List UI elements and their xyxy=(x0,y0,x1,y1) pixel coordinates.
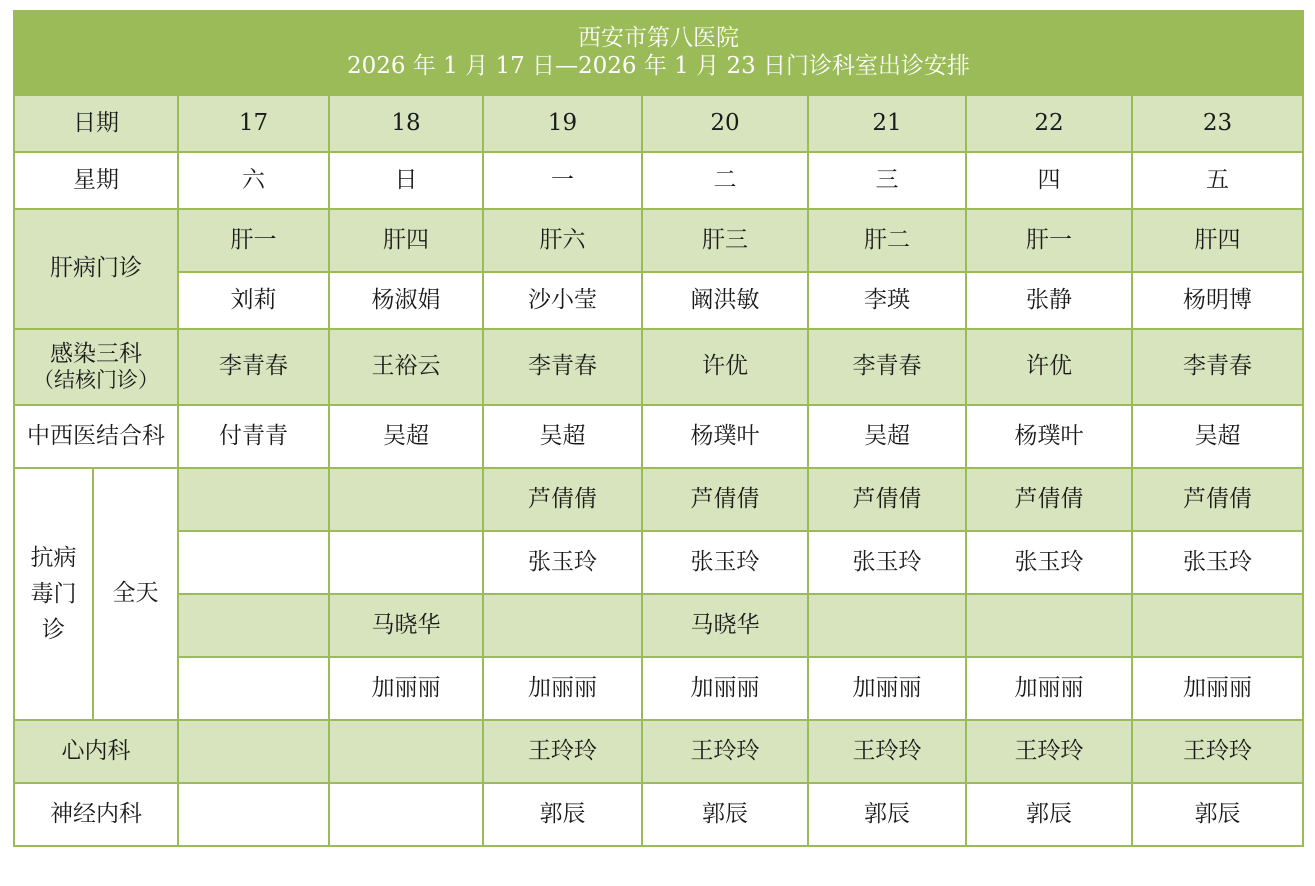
liver-clinic-cell: 肝六 xyxy=(483,209,642,272)
antiviral-cell: 芦倩倩 xyxy=(966,468,1132,531)
antiviral-cell xyxy=(966,594,1132,657)
neurology-doctor-cell: 郭辰 xyxy=(483,783,642,846)
date-cell: 18 xyxy=(329,95,483,152)
infection-label-main: 感染三科 xyxy=(50,340,142,367)
antiviral-cell xyxy=(808,594,966,657)
antiviral-cell xyxy=(178,531,329,594)
date-cell: 22 xyxy=(966,95,1132,152)
infection-row xyxy=(14,329,1303,405)
cardiology-doctor-cell xyxy=(329,720,483,783)
weekday-cell: 日 xyxy=(329,152,483,209)
cardiology-doctor-cell: 王玲玲 xyxy=(642,720,808,783)
antiviral-cell: 张玉玲 xyxy=(483,531,642,594)
antiviral-row xyxy=(14,531,1303,594)
cardiology-doctor-cell: 王玲玲 xyxy=(483,720,642,783)
antiviral-dept-label xyxy=(14,468,93,720)
neurology-doctor-cell xyxy=(178,783,329,846)
antiviral-cell xyxy=(178,468,329,531)
antiviral-cell: 张玉玲 xyxy=(808,531,966,594)
antiviral-cell: 芦倩倩 xyxy=(1132,468,1303,531)
liver-clinic-cell: 肝一 xyxy=(178,209,329,272)
infection-doctor-cell: 李青春 xyxy=(178,329,329,405)
neurology-doctor-cell: 郭辰 xyxy=(1132,783,1303,846)
antiviral-cell: 加丽丽 xyxy=(966,657,1132,720)
antiviral-cell: 芦倩倩 xyxy=(483,468,642,531)
infection-label-sub: （结核门诊） xyxy=(33,368,159,393)
antiviral-row xyxy=(14,468,1303,531)
liver-clinic-cell: 肝四 xyxy=(1132,209,1303,272)
antiviral-cell: 芦倩倩 xyxy=(642,468,808,531)
neurology-dept-label: 神经内科 xyxy=(14,783,178,846)
liver-doctor-cell: 杨淑娟 xyxy=(329,272,483,329)
schedule-table xyxy=(13,10,1304,847)
date-cell: 21 xyxy=(808,95,966,152)
schedule-title xyxy=(14,11,1303,95)
neurology-doctor-cell: 郭辰 xyxy=(808,783,966,846)
tcm-doctor-cell: 杨璞叶 xyxy=(642,405,808,468)
infection-doctor-cell: 许优 xyxy=(642,329,808,405)
tcm-doctor-cell: 吴超 xyxy=(1132,405,1303,468)
date-cell: 19 xyxy=(483,95,642,152)
antiviral-cell: 加丽丽 xyxy=(1132,657,1303,720)
infection-dept-label xyxy=(14,329,178,405)
antiviral-cell xyxy=(329,468,483,531)
cardiology-doctor-cell: 王玲玲 xyxy=(808,720,966,783)
date-cell: 17 xyxy=(178,95,329,152)
infection-doctor-cell: 李青春 xyxy=(808,329,966,405)
antiviral-cell xyxy=(329,531,483,594)
tcm-doctor-cell: 付青青 xyxy=(178,405,329,468)
liver-doctor-cell: 李瑛 xyxy=(808,272,966,329)
weekday-row xyxy=(14,152,1303,209)
liver-doctor-cell: 张静 xyxy=(966,272,1132,329)
tcm-doctor-cell: 杨璞叶 xyxy=(966,405,1132,468)
antiviral-cell: 张玉玲 xyxy=(1132,531,1303,594)
neurology-doctor-cell xyxy=(329,783,483,846)
antiviral-label-line: 诊 xyxy=(42,617,65,643)
liver-clinic-row xyxy=(14,209,1303,272)
weekday-label: 星期 xyxy=(14,152,178,209)
schedule-period: 2026 年 1 月 17 日—2026 年 1 月 23 日门诊科室出诊安排 xyxy=(347,53,971,79)
antiviral-period-label: 全天 xyxy=(93,468,178,720)
hospital-name: 西安市第八医院 xyxy=(578,25,740,52)
neurology-doctor-cell: 郭辰 xyxy=(966,783,1132,846)
weekday-cell: 三 xyxy=(808,152,966,209)
antiviral-cell: 马晓华 xyxy=(642,594,808,657)
date-row xyxy=(14,95,1303,152)
liver-clinic-cell: 肝三 xyxy=(642,209,808,272)
cardiology-row xyxy=(14,720,1303,783)
antiviral-cell: 芦倩倩 xyxy=(808,468,966,531)
cardiology-doctor-cell: 王玲玲 xyxy=(966,720,1132,783)
liver-clinic-cell: 肝四 xyxy=(329,209,483,272)
antiviral-cell xyxy=(1132,594,1303,657)
tcm-row xyxy=(14,405,1303,468)
neurology-row xyxy=(14,783,1303,846)
neurology-doctor-cell: 郭辰 xyxy=(642,783,808,846)
date-cell: 20 xyxy=(642,95,808,152)
antiviral-cell xyxy=(178,594,329,657)
liver-doctor-row xyxy=(14,272,1303,329)
date-cell: 23 xyxy=(1132,95,1303,152)
liver-clinic-cell: 肝一 xyxy=(966,209,1132,272)
antiviral-label-line: 抗病 xyxy=(30,545,77,571)
antiviral-row xyxy=(14,657,1303,720)
tcm-doctor-cell: 吴超 xyxy=(483,405,642,468)
antiviral-row xyxy=(14,594,1303,657)
weekday-cell: 四 xyxy=(966,152,1132,209)
liver-doctor-cell: 阚洪敏 xyxy=(642,272,808,329)
antiviral-cell: 加丽丽 xyxy=(808,657,966,720)
antiviral-cell: 张玉玲 xyxy=(642,531,808,594)
antiviral-cell xyxy=(178,657,329,720)
antiviral-cell xyxy=(483,594,642,657)
infection-doctor-cell: 李青春 xyxy=(483,329,642,405)
antiviral-cell: 马晓华 xyxy=(329,594,483,657)
cardiology-doctor-cell xyxy=(178,720,329,783)
weekday-cell: 五 xyxy=(1132,152,1303,209)
schedule-container xyxy=(13,10,1302,847)
antiviral-cell: 加丽丽 xyxy=(329,657,483,720)
cardiology-dept-label: 心内科 xyxy=(14,720,178,783)
antiviral-label-line: 毒门 xyxy=(30,581,77,607)
infection-doctor-cell: 王裕云 xyxy=(329,329,483,405)
weekday-cell: 二 xyxy=(642,152,808,209)
liver-doctor-cell: 杨明博 xyxy=(1132,272,1303,329)
antiviral-cell: 加丽丽 xyxy=(642,657,808,720)
infection-doctor-cell: 许优 xyxy=(966,329,1132,405)
weekday-cell: 六 xyxy=(178,152,329,209)
liver-clinic-cell: 肝二 xyxy=(808,209,966,272)
liver-doctor-cell: 沙小莹 xyxy=(483,272,642,329)
weekday-cell: 一 xyxy=(483,152,642,209)
tcm-doctor-cell: 吴超 xyxy=(808,405,966,468)
liver-doctor-cell: 刘莉 xyxy=(178,272,329,329)
antiviral-cell: 加丽丽 xyxy=(483,657,642,720)
infection-doctor-cell: 李青春 xyxy=(1132,329,1303,405)
tcm-dept-label: 中西医结合科 xyxy=(14,405,178,468)
liver-dept-label: 肝病门诊 xyxy=(14,209,178,329)
antiviral-cell: 张玉玲 xyxy=(966,531,1132,594)
tcm-doctor-cell: 吴超 xyxy=(329,405,483,468)
date-label: 日期 xyxy=(14,95,178,152)
cardiology-doctor-cell: 王玲玲 xyxy=(1132,720,1303,783)
